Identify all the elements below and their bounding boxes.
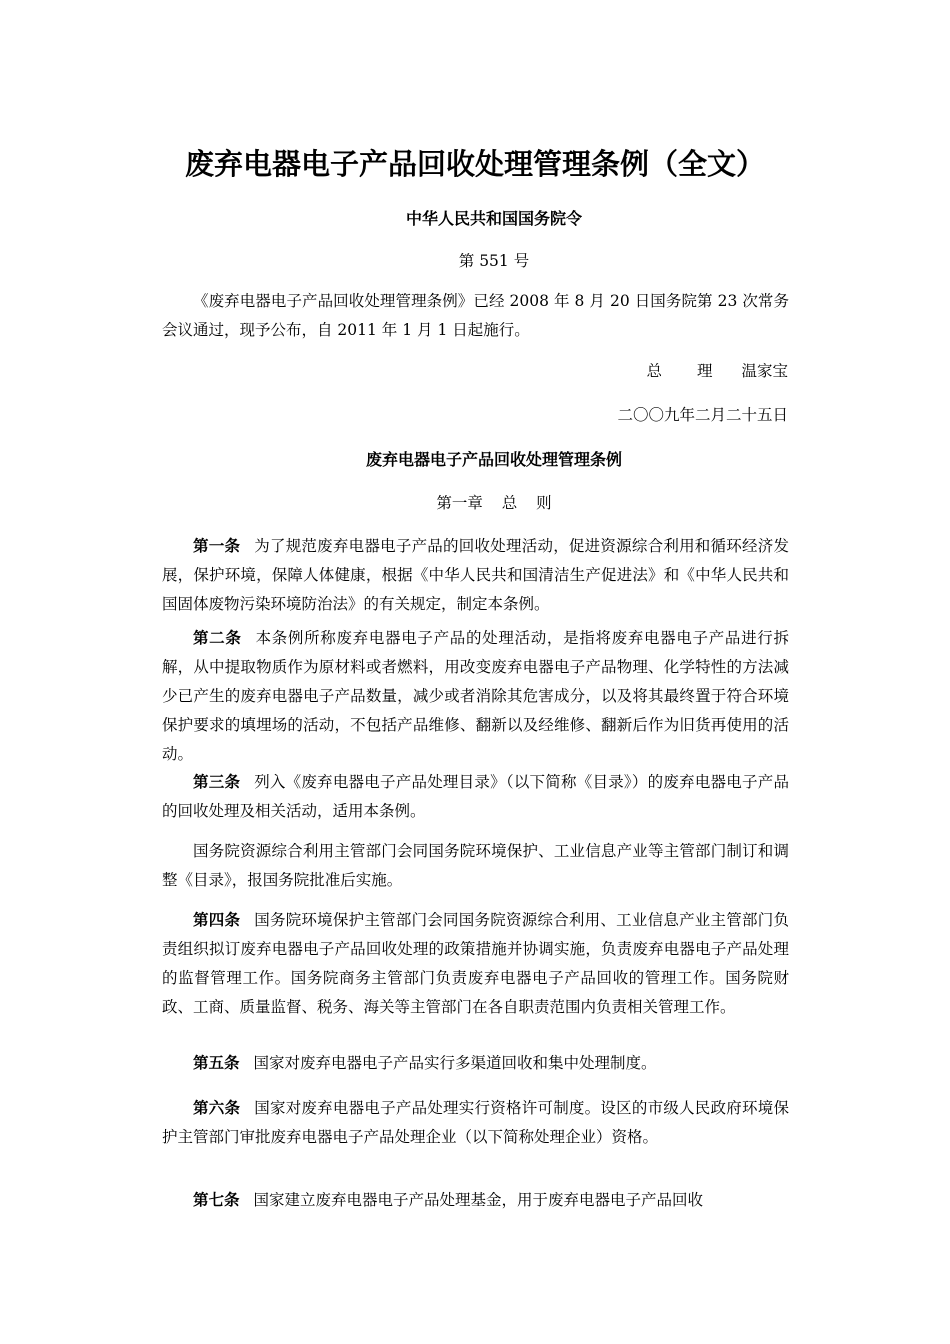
decree-title: 中华人民共和国国务院令 xyxy=(405,209,582,228)
article-text: 为了规范废弃电器电子产品的回收处理活动，促进资源综合利用和循环经济发展，保护环境，保障人体健康，根据《中华人民共和国清洁生产促进法》和《中华人民共和国固体废物污染环境防治法》的有关规定，制定本条例。 xyxy=(162,537,789,613)
article-6 xyxy=(162,1094,789,1152)
article-text: 国务院环境保护主管部门会同国务院资源综合利用、工业信息产业主管部门负责组织拟订废弃电器电子产品回收处理的政策措施并协调实施，负责废弃电器电子产品处理的监督管理工作。国务院商务主管部门负责废弃电器电子产品回收的管理工作。国务院财政、工商、质量监督、税务、海关等主管部门在各自职责范围内负责相关管理工作。 xyxy=(162,911,789,1016)
article-label: 第四条 xyxy=(193,911,241,929)
article-3-paragraph-2 xyxy=(162,837,789,895)
article-label: 第五条 xyxy=(193,1054,240,1072)
article-text: 国家对废弃电器电子产品处理实行资格许可制度。设区的市级人民政府环境保护主管部门审批废弃电器电子产品处理企业（以下简称处理企业）资格。 xyxy=(162,1099,789,1146)
signer-title: 总 理 xyxy=(646,362,728,380)
article-4 xyxy=(162,906,789,1022)
article-7 xyxy=(162,1186,789,1215)
decree-date: 二〇〇九年二月二十五日 xyxy=(617,406,788,424)
article-label: 第三条 xyxy=(193,773,241,791)
article-label: 第二条 xyxy=(193,629,242,647)
promulgation-paragraph: 《废弃电器电子产品回收处理管理条例》已经 2008 年 8 月 20 日国务院第 23 次常务会议通过，现予公布，自 2011 年 1 月 1 日起施行。 xyxy=(162,292,789,339)
article-label: 第一条 xyxy=(193,537,241,555)
decree-number: 第 551 号 xyxy=(458,252,530,270)
chapter-heading: 第一章 总 则 xyxy=(436,494,552,512)
article-label: 第七条 xyxy=(193,1191,240,1209)
regulation-title: 废弃电器电子产品回收处理管理条例 xyxy=(365,450,622,469)
article-label: 第六条 xyxy=(193,1099,241,1117)
article-3 xyxy=(162,768,789,826)
document-title: 废弃电器电子产品回收处理管理条例（全文） xyxy=(184,147,765,181)
article-text: 列入《废弃电器电子产品处理目录》（以下简称《目录》）的废弃电器电子产品的回收处理及相关活动，适用本条例。 xyxy=(162,773,789,820)
article-text: 国家对废弃电器电子产品实行多渠道回收和集中处理制度。 xyxy=(253,1054,657,1072)
article-text: 本条例所称废弃电器电子产品的处理活动，是指将废弃电器电子产品进行拆解，从中提取物质作为原材料或者燃料，用改变废弃电器电子产品物理、化学特性的方法减少已产生的废弃电器电子产品数量，减少或者消除其危害成分，以及将其最终置于符合环境保护要求的填埋场的活动，不包括产品维修、翻新以及经维修、翻新后作为旧货再使用的活动。 xyxy=(162,629,789,763)
article-text: 国家建立废弃电器电子产品处理基金，用于废弃电器电子产品回收 xyxy=(253,1191,704,1209)
signer-name: 温家宝 xyxy=(741,362,788,380)
article-5 xyxy=(162,1049,789,1078)
article-1 xyxy=(162,532,789,619)
signature-line xyxy=(647,359,788,381)
article-text: 国务院资源综合利用主管部门会同国务院环境保护、工业信息产业等主管部门制订和调整《目录》，报国务院批准后实施。 xyxy=(162,842,789,889)
article-2 xyxy=(162,624,789,769)
